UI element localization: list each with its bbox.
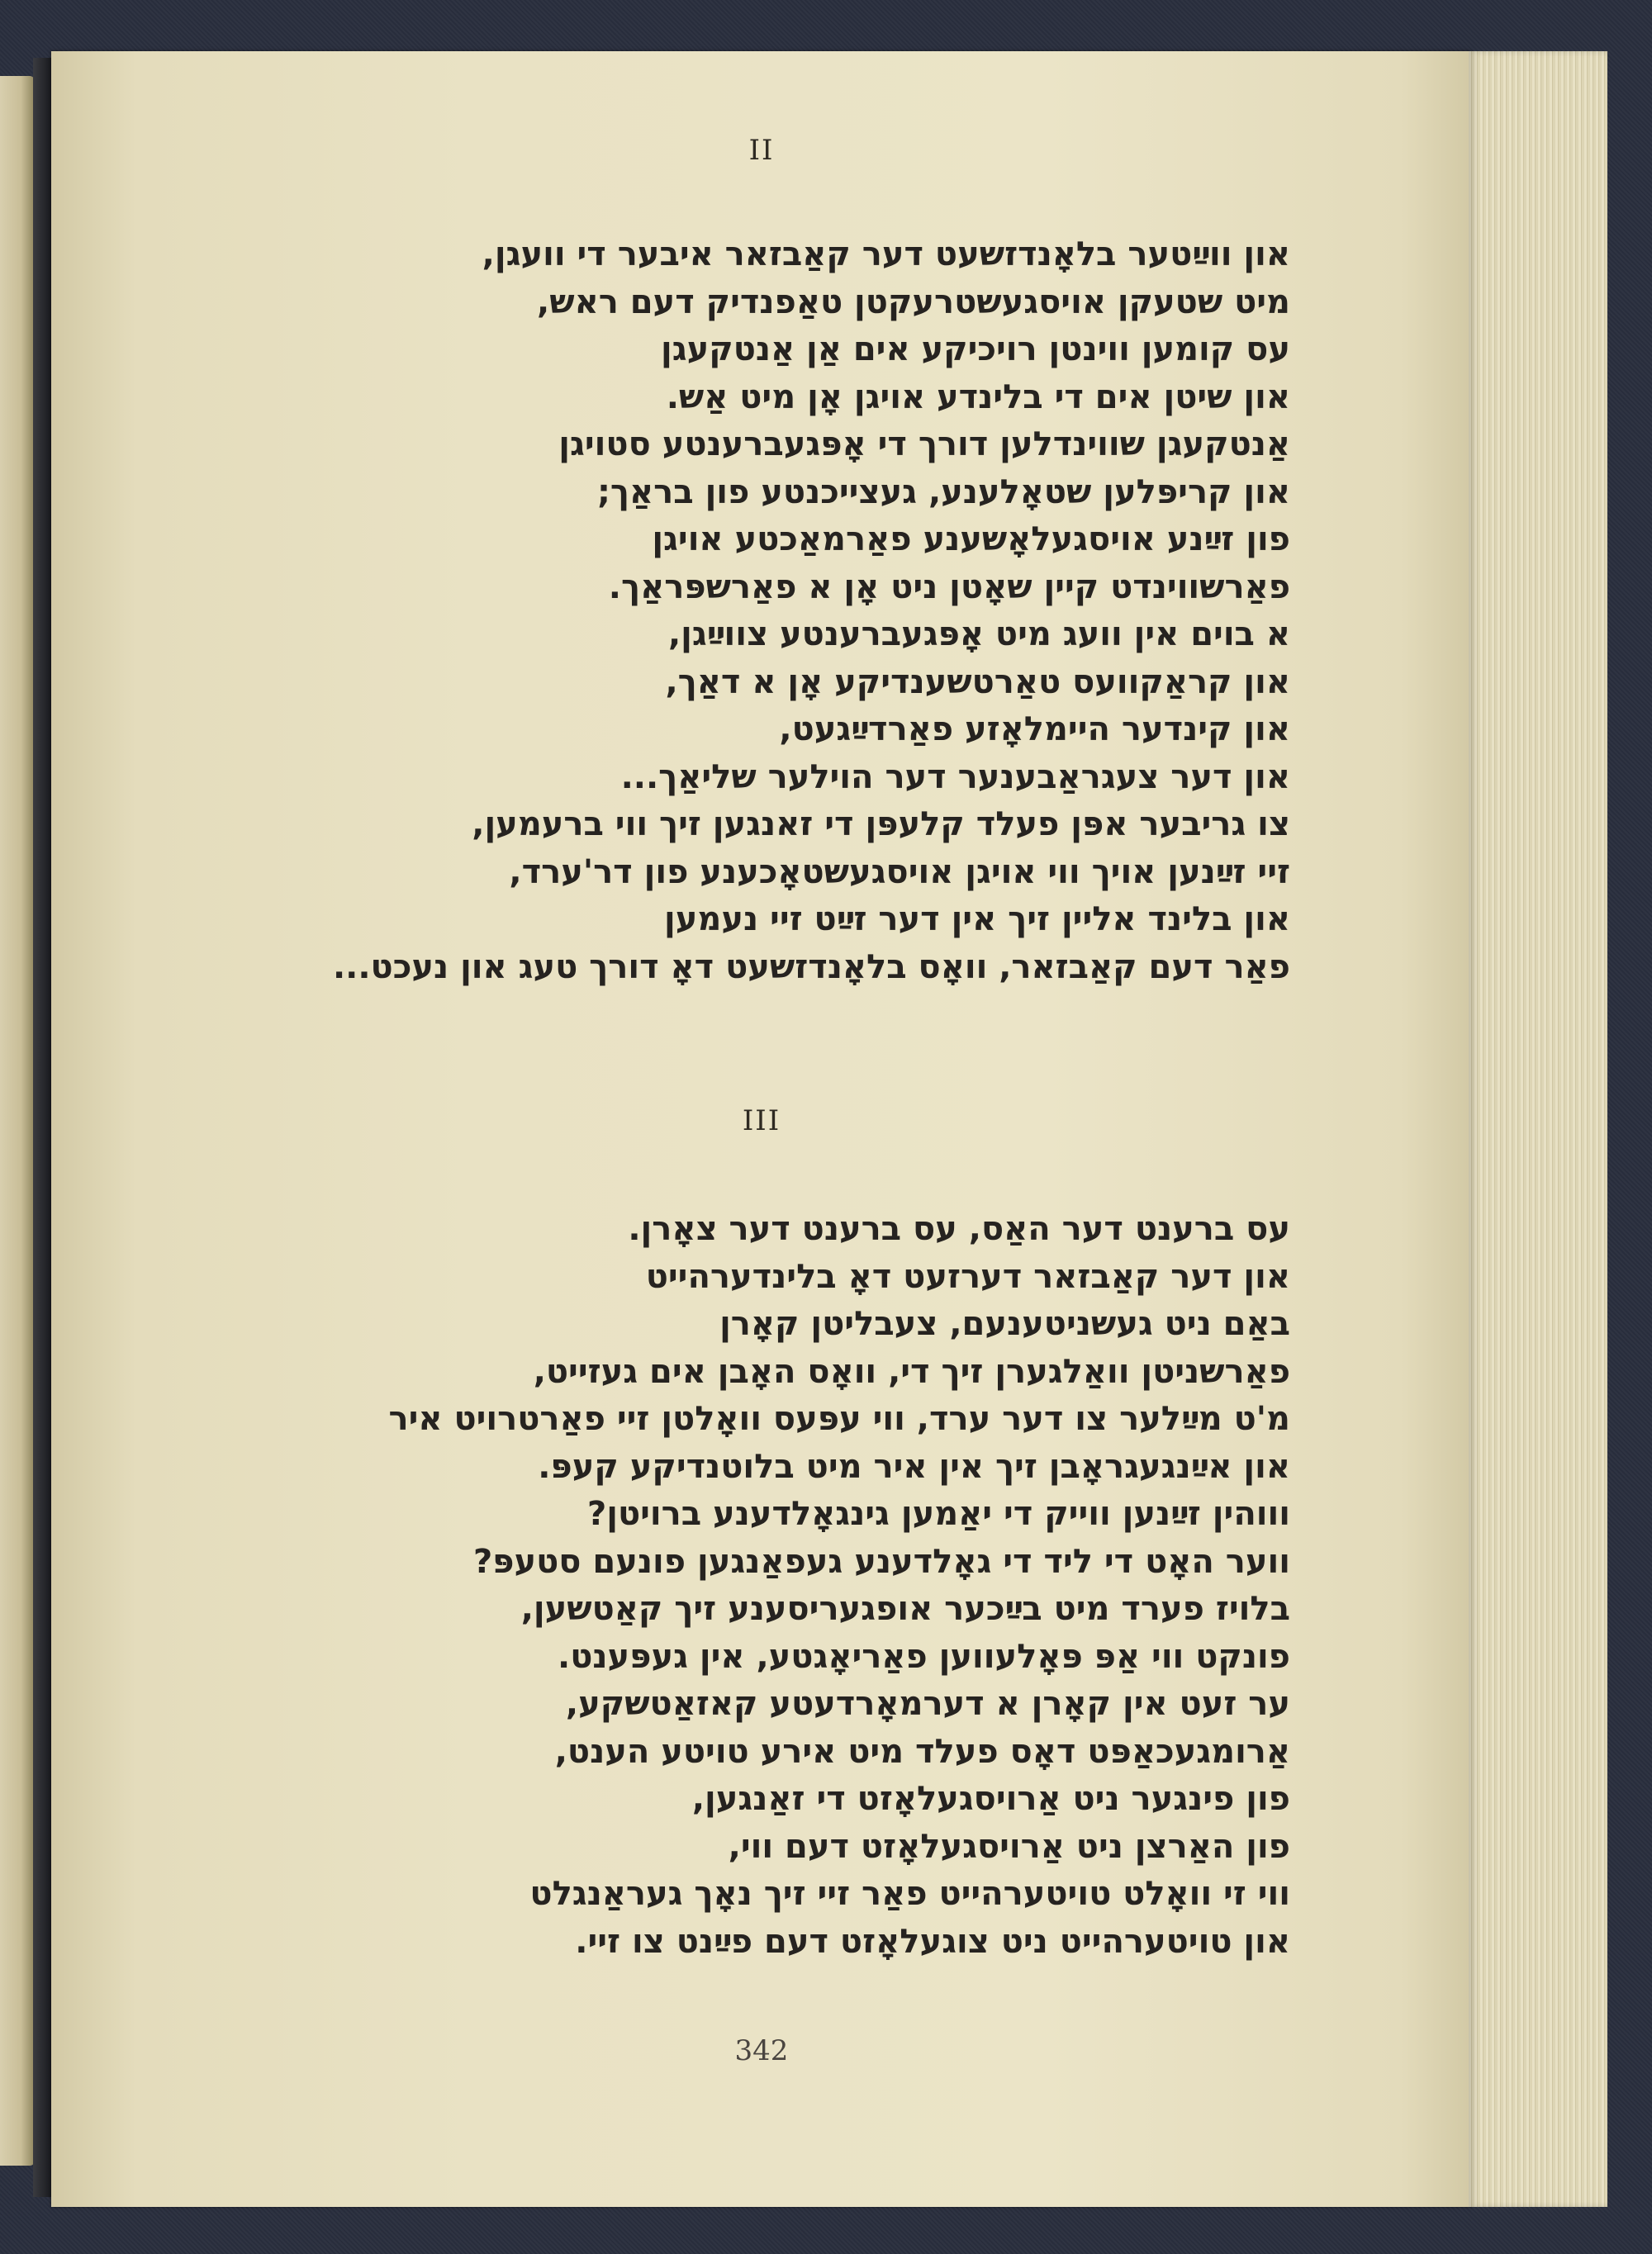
poem-line: און שיטן אים די בלינדע אויגן אָן מיט אַש.	[666, 377, 1290, 416]
poem-line: מ'ט מײַלער צו דער ערד, ווי עפּעס וואָלטן זיי פאַרטרויט איר	[388, 1400, 1290, 1438]
page-content	[51, 51, 1472, 2207]
poem-line: און קראַקוועס טאַרטשענדיקע אָן א דאַך,	[665, 662, 1290, 701]
poem-line: און טויטערהייט ניט צוגעלאָזט דעם פײַנט צו זיי.	[575, 1922, 1290, 1961]
poem-line: פון זײַנע אויסגעלאָשענע פאַרמאַכטע אויגן	[652, 520, 1290, 558]
poem-line: צו גריבער אפּן פעלד קלעפּן די זאנגען זיך ווי ברעמען,	[472, 805, 1290, 843]
section-heading-ii: II	[748, 134, 775, 167]
poem-line: באַם ניט געשניטענעם, צעבליטן קאָרן	[719, 1305, 1290, 1343]
poem-line: און ווײַטער בלאָנדזשעט דער קאַבזאר איבער די וועגן,	[482, 235, 1290, 273]
poem-line: און דער קאַבזאר דערזעט דאָ בלינדערהייט	[645, 1257, 1290, 1296]
page-number: 342	[734, 2034, 789, 2067]
poem-line: און קריפּלען שטאָלענע, געצייכנטע פון בראַך;	[596, 472, 1290, 511]
poem-line: און אײַנגעגראָבן זיך אין איר מיט בלוטנדיקע קעפּ.	[538, 1447, 1290, 1486]
poem-line: א בוים אין וועג מיט אָפּגעברענטע צווײַגן,	[667, 615, 1290, 653]
poem-section-iii	[93, 1206, 1290, 1966]
poem-line: פון פינגער ניט אַרויסגעלאָזט די זאַנגען,	[691, 1780, 1290, 1818]
poem-line: פאַרשניטן וואַלגערן זיך די, וואָס האָבן אים געזייט,	[533, 1352, 1290, 1391]
poem-line: און בלינד אליין זיך אין דער זײַט זיי נעמען	[664, 900, 1290, 938]
poem-section-ii	[93, 231, 1290, 991]
poem-line: ער זעט אין קאָרן א דערמאָרדעטע קאזאַטשקע,	[565, 1685, 1290, 1723]
poem-line: בלויז פערד מיט בײַכער אופגעריסענע זיך קאַטשען,	[520, 1590, 1290, 1628]
page-block-edges	[1469, 51, 1607, 2207]
poem-line: אַרומגעכאַפּט דאָס פעלד מיט אירע טויטע הענט,	[554, 1732, 1290, 1771]
previous-page-edge	[0, 76, 35, 2166]
section-heading-iii: III	[742, 1104, 781, 1137]
poem-line: פאַרשווינדט קיין שאָטן ניט אָן א פאַרשפּראַך.	[608, 567, 1290, 606]
poem-line: זיי זײַנען אויך ווי אויגן אויסגעשטאָכענע פון דר'ערד,	[509, 852, 1290, 891]
poem-line: און קינדער היימלאָזע פאַרדײַגעט,	[779, 710, 1290, 748]
poem-line: עס ברענט דער האַס, עס ברענט דער צאָרן.	[628, 1210, 1290, 1248]
poem-line: מיט שטעקן אויסגעשטרעקטן טאַפנדיק דעם ראש,	[537, 282, 1290, 321]
poem-line: פאַר דעם קאַבזאר, וואָס בלאָנדזשעט דאָ דורך טעג און נעכט...	[332, 947, 1290, 986]
poem-line: אַנטקעגן שווינדלען דורך די אָפּגעברענטע סטויגן	[558, 425, 1290, 463]
poem-line: ווי זי וואָלט טויטערהייט פאַר זיי זיך נאָך געראַנגלט	[529, 1875, 1290, 1913]
poem-line: פון האַרצן ניט אַרויסגעלאָזט דעם ווי,	[728, 1827, 1290, 1866]
poem-line: און דער צעגראַבענער דער הוילער שליאַך...	[620, 757, 1290, 796]
poem-line: עס קומען ווינטן רויכיקע אים אַן אַנטקעגן	[661, 330, 1290, 368]
poem-line: וווהין זײַנען ווייק די יאַמען גינגאָלדענע ברויטן?	[587, 1495, 1290, 1533]
poem-line: פונקט ווי אַפּ פּאָלעווען פאַריאָגטע, אין געפּענט.	[558, 1637, 1290, 1676]
poem-line: ווער האָט די ליד די גאָלדענע געפאַנגען פונעם סטעפּ?	[472, 1542, 1290, 1581]
